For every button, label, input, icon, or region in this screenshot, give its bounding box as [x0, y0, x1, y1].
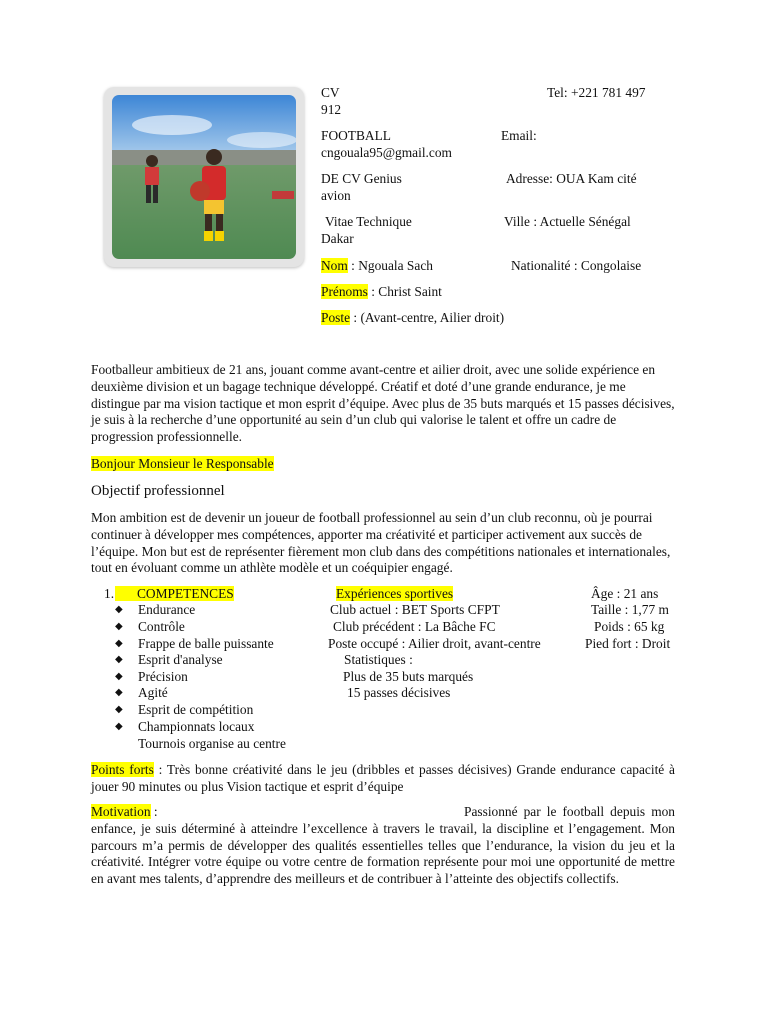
nationality: Nationalité : Congolaise: [511, 258, 642, 273]
strengths-label: Points forts: [91, 762, 154, 777]
profile-photo: [112, 95, 296, 259]
firstname-value: : Christ Saint: [367, 284, 442, 299]
address: Adresse: OUA Kam cité: [506, 171, 637, 186]
competences-number: 1.: [104, 586, 115, 601]
competence-item: Précision: [138, 669, 188, 684]
bullet-icon: ◆: [115, 704, 123, 715]
previous-club: Club précédent : La Bâche FC: [333, 619, 496, 634]
phone-number-cont: 912: [321, 102, 342, 117]
city: Ville : Actuelle Sénégal: [504, 214, 631, 229]
assists-stat: 15 passes décisives: [347, 685, 451, 700]
competences-title: [115, 586, 234, 603]
age: Âge : 21 ans: [591, 586, 659, 601]
strong-foot: Pied fort : Droit: [585, 636, 671, 651]
current-club: Club actuel : BET Sports CFPT: [330, 602, 500, 617]
motivation-paragraph: Passionné par le football depuis mon enfance, je suis déterminé à atteindre l’excellence à travers le travail, la discipline et l’engagement. Mon parcours m’a permis de développer des qualités essentielles telles que l’endurance, la vision du jeu et la créativité. Intégrer votre équipe ou votre centre de formation représente pour moi une opportunité de mettre en avant mes talents, d’apprendre des meilleurs et de contribuer à l’atteinte des objectifs collectifs.: [91, 804, 675, 887]
bullet-icon: ◆: [115, 687, 123, 698]
competence-item: Esprit d'analyse: [138, 652, 223, 667]
position-label: Poste: [321, 310, 351, 325]
position-value: : (Avant-centre, Ailier droit): [350, 310, 505, 325]
competence-item: Agité: [138, 685, 168, 700]
competence-item: Esprit de compétition: [138, 702, 254, 717]
motivation-label: Motivation: [91, 804, 151, 819]
greeting-text: Bonjour Monsieur le Responsable: [91, 456, 274, 471]
competences-title-text: COMPETENCES: [115, 586, 234, 601]
city-cont: Dakar: [321, 231, 354, 246]
goals-stat: Plus de 35 buts marqués: [343, 669, 474, 684]
objective-paragraph: Mon ambition est de devenir un joueur de football professionnel au sein d’un club reconnu, où je pourrai continuer à développer mes compétences, apporter ma créativité et participer activement aux succès de l’équipe. Mon but est de représenter fièrement mon club dans des compétitions nationales et internationales, tout en évoluant comme un athlète modèle et un coéquipier engagé.: [91, 510, 671, 576]
bullet-icon: ◆: [115, 638, 123, 649]
competence-extra: Tournois organise au centre: [138, 736, 286, 751]
experiences-title: [336, 586, 453, 603]
address-cont: avion: [321, 188, 351, 203]
name-label: Nom: [321, 258, 348, 273]
profile-photo-frame: [104, 87, 304, 267]
bullet-icon: ◆: [115, 604, 123, 615]
de-cv-label: DE CV Genius: [321, 171, 402, 186]
competence-item: Championnats locaux: [138, 719, 255, 734]
firstname-label: Prénoms: [321, 284, 368, 299]
summary-paragraph: Footballeur ambitieux de 21 ans, jouant comme avant-centre et ailier droit, avec une solide expérience en deuxième division et un bagage technique développé. Créatif et doté d’une grande endurance, je me distingue par ma vision tactique et mon esprit d’équipe. Avec plus de 35 buts marqués et 15 passes décisives, je suis à la recherche d’une opportunité au sein d’un club qui valorise le talent et offre un cadre de progression professionnelle.: [91, 362, 675, 445]
weight: Poids : 65 kg: [594, 619, 665, 634]
firstname-line: [321, 284, 442, 301]
bullet-icon: ◆: [115, 621, 123, 632]
competence-item: Endurance: [138, 602, 196, 617]
football-label: FOOTBALL: [321, 128, 391, 143]
stats-label: Statistiques :: [344, 652, 413, 667]
greeting: [91, 456, 274, 473]
position-line: [321, 310, 504, 327]
cv-label: CV: [321, 85, 340, 100]
bullet-icon: ◆: [115, 671, 123, 682]
bullet-icon: ◆: [115, 654, 123, 665]
name-line: [321, 258, 433, 275]
name-value: : Ngouala Sach: [347, 258, 433, 273]
competence-item: Contrôle: [138, 619, 185, 634]
height: Taille : 1,77 m: [591, 602, 669, 617]
strengths-paragraph: [91, 762, 675, 796]
position-held: Poste occupé : Ailier droit, avant-centre: [328, 636, 541, 651]
motivation-colon: :: [153, 804, 158, 819]
objective-title: Objectif professionnel: [91, 483, 225, 499]
email-label: Email:: [501, 128, 537, 143]
strengths-text: : Très bonne créativité dans le jeu (dribbles et passes décisives) Grande endurance capacité à jouer 90 minutes ou plus Vision tactique et esprit d’équipe: [91, 762, 675, 794]
experiences-title-text: Expériences sportives: [336, 586, 454, 601]
vitae-label: Vitae Technique: [325, 214, 412, 229]
bullet-icon: ◆: [115, 721, 123, 732]
email-address: cngouala95@gmail.com: [321, 145, 452, 160]
competence-item: Frappe de balle puissante: [138, 636, 274, 651]
phone-number: Tel: +221 781 497: [547, 85, 646, 100]
